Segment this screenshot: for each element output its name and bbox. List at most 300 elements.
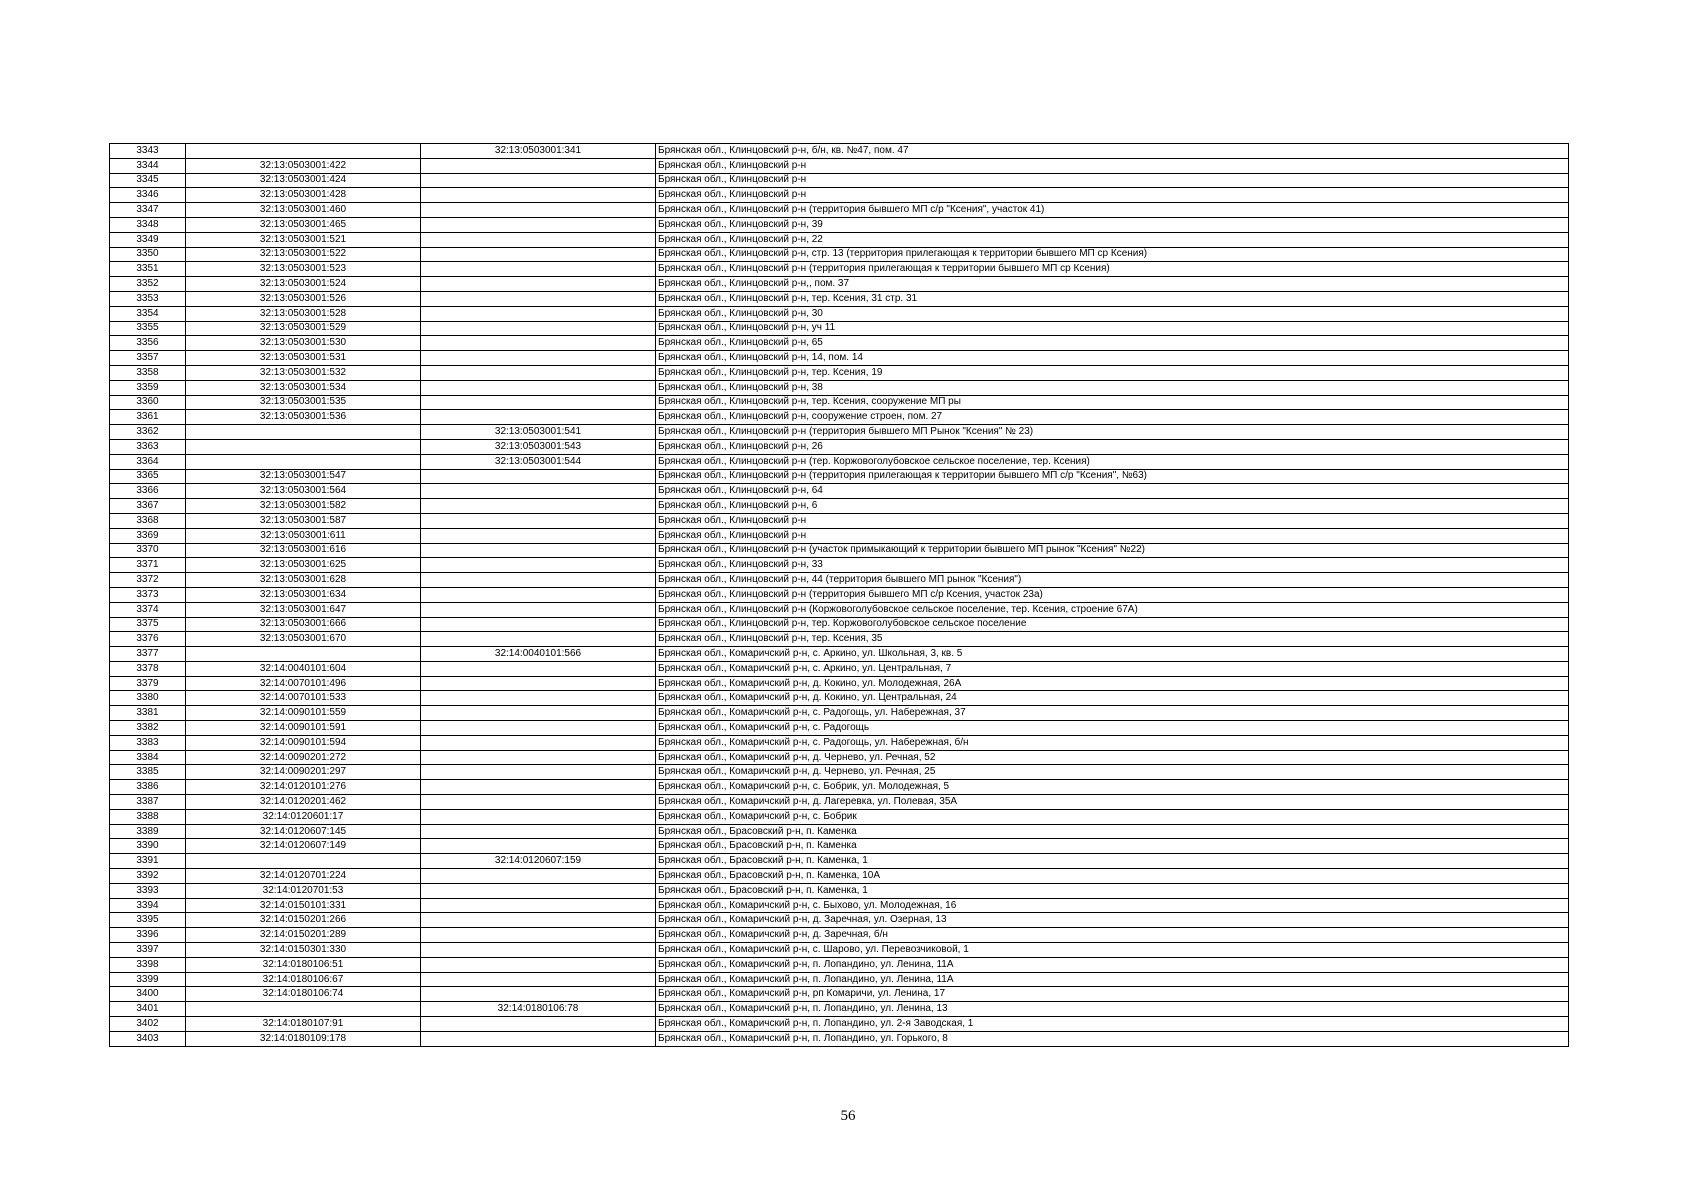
parent-cadastral-number-cell: 32:13:0503001:541 <box>421 425 656 440</box>
row-number-cell: 3350 <box>110 247 186 262</box>
cadastral-number-cell: 32:13:0503001:422 <box>186 158 421 173</box>
table-row <box>110 854 1569 869</box>
address-cell: Брянская обл., Клинцовский р-н (территория бывшего МП Рынок "Ксения" № 23) <box>656 425 1569 440</box>
address-cell: Брянская обл., Клинцовский р-н (территория прилегающая к территории бывшего МП ср Ксения) <box>656 262 1569 277</box>
row-number-cell: 3395 <box>110 913 186 928</box>
table-row <box>110 913 1569 928</box>
row-number-cell: 3387 <box>110 795 186 810</box>
parent-cadastral-number-cell <box>421 809 656 824</box>
table-row <box>110 587 1569 602</box>
table-row <box>110 262 1569 277</box>
parent-cadastral-number-cell <box>421 706 656 721</box>
cadastral-number-cell: 32:14:0150301:330 <box>186 943 421 958</box>
cadastral-number-cell: 32:13:0503001:528 <box>186 306 421 321</box>
cadastral-number-cell: 32:13:0503001:529 <box>186 321 421 336</box>
row-number-cell: 3399 <box>110 972 186 987</box>
cadastral-number-cell: 32:13:0503001:547 <box>186 469 421 484</box>
address-cell: Брянская обл., Клинцовский р-н, 44 (территория бывшего МП рынок "Ксения") <box>656 573 1569 588</box>
parent-cadastral-number-cell <box>421 558 656 573</box>
table-row <box>110 706 1569 721</box>
address-cell: Брянская обл., Комаричский р-н, п. Лопандино, ул. Горького, 8 <box>656 1031 1569 1046</box>
table-row <box>110 558 1569 573</box>
row-number-cell: 3370 <box>110 543 186 558</box>
table-row <box>110 647 1569 662</box>
table-row <box>110 247 1569 262</box>
table-row <box>110 1002 1569 1017</box>
address-cell: Брянская обл., Брасовский р-н, п. Каменка <box>656 839 1569 854</box>
parent-cadastral-number-cell <box>421 277 656 292</box>
row-number-cell: 3351 <box>110 262 186 277</box>
parent-cadastral-number-cell <box>421 158 656 173</box>
address-cell: Брянская обл., Клинцовский р-н (территория прилегающая к территории бывшего МП с/р "Ксения", №63) <box>656 469 1569 484</box>
row-number-cell: 3376 <box>110 632 186 647</box>
row-number-cell: 3347 <box>110 203 186 218</box>
cadastral-number-cell <box>186 425 421 440</box>
address-cell: Брянская обл., Клинцовский р-н, тер. Ксения, 35 <box>656 632 1569 647</box>
row-number-cell: 3356 <box>110 336 186 351</box>
address-cell: Брянская обл., Комаричский р-н, д. Чернево, ул. Речная, 52 <box>656 750 1569 765</box>
parent-cadastral-number-cell <box>421 824 656 839</box>
parent-cadastral-number-cell: 32:13:0503001:543 <box>421 439 656 454</box>
cadastral-number-cell: 32:14:0090101:594 <box>186 735 421 750</box>
cadastral-number-cell <box>186 854 421 869</box>
cadastral-number-cell: 32:14:0150201:266 <box>186 913 421 928</box>
cadastral-number-cell <box>186 439 421 454</box>
row-number-cell: 3349 <box>110 232 186 247</box>
cadastral-number-cell: 32:13:0503001:634 <box>186 587 421 602</box>
parent-cadastral-number-cell <box>421 365 656 380</box>
cadastral-number-cell: 32:14:0120607:145 <box>186 824 421 839</box>
cadastral-number-cell: 32:13:0503001:424 <box>186 173 421 188</box>
table-row <box>110 439 1569 454</box>
cadastral-number-cell: 32:13:0503001:522 <box>186 247 421 262</box>
row-number-cell: 3365 <box>110 469 186 484</box>
row-number-cell: 3369 <box>110 528 186 543</box>
parent-cadastral-number-cell <box>421 972 656 987</box>
address-cell: Брянская обл., Брасовский р-н, п. Каменка <box>656 824 1569 839</box>
address-cell: Брянская обл., Комаричский р-н, д. Кокино, ул. Центральная, 24 <box>656 691 1569 706</box>
address-cell: Брянская обл., Клинцовский р-н <box>656 158 1569 173</box>
address-cell: Брянская обл., Комаричский р-н, с. Шарово, ул. Перевозчиковой, 1 <box>656 943 1569 958</box>
row-number-cell: 3382 <box>110 721 186 736</box>
row-number-cell: 3379 <box>110 676 186 691</box>
parent-cadastral-number-cell <box>421 735 656 750</box>
table-row <box>110 898 1569 913</box>
row-number-cell: 3353 <box>110 291 186 306</box>
table-row <box>110 943 1569 958</box>
address-cell: Брянская обл., Комаричский р-н, п. Лопандино, ул. Ленина, 13 <box>656 1002 1569 1017</box>
parent-cadastral-number-cell <box>421 173 656 188</box>
parent-cadastral-number-cell: 32:13:0503001:341 <box>421 144 656 159</box>
table-row <box>110 321 1569 336</box>
address-cell: Брянская обл., Комаричский р-н, с. Аркино, ул. Школьная, 3, кв. 5 <box>656 647 1569 662</box>
table-row <box>110 351 1569 366</box>
row-number-cell: 3363 <box>110 439 186 454</box>
row-number-cell: 3354 <box>110 306 186 321</box>
parent-cadastral-number-cell <box>421 691 656 706</box>
row-number-cell: 3381 <box>110 706 186 721</box>
table-row <box>110 336 1569 351</box>
address-cell: Брянская обл., Комаричский р-н, с. Аркино, ул. Центральная, 7 <box>656 661 1569 676</box>
cadastral-number-cell: 32:13:0503001:616 <box>186 543 421 558</box>
parent-cadastral-number-cell: 32:14:0180106:78 <box>421 1002 656 1017</box>
cadastral-number-cell: 32:14:0180106:74 <box>186 987 421 1002</box>
cadastral-number-cell: 32:14:0120101:276 <box>186 780 421 795</box>
cadastral-number-cell: 32:13:0503001:526 <box>186 291 421 306</box>
address-cell: Брянская обл., Клинцовский р-н, 39 <box>656 217 1569 232</box>
row-number-cell: 3375 <box>110 617 186 632</box>
table-row <box>110 528 1569 543</box>
page-number: 56 <box>840 1108 856 1124</box>
row-number-cell: 3360 <box>110 395 186 410</box>
table-row <box>110 543 1569 558</box>
cadastral-number-cell: 32:14:0150101:331 <box>186 898 421 913</box>
cadastral-number-cell: 32:13:0503001:647 <box>186 602 421 617</box>
table-row <box>110 173 1569 188</box>
address-cell: Брянская обл., Клинцовский р-н, тер. Ксения, сооружение МП ры <box>656 395 1569 410</box>
table-row <box>110 765 1569 780</box>
row-number-cell: 3390 <box>110 839 186 854</box>
cadastral-number-cell: 32:14:0090201:272 <box>186 750 421 765</box>
address-cell: Брянская обл., Клинцовский р-н, сооружение строен, пом. 27 <box>656 410 1569 425</box>
parent-cadastral-number-cell: 32:14:0040101:566 <box>421 647 656 662</box>
cadastral-number-cell: 32:13:0503001:530 <box>186 336 421 351</box>
address-cell: Брянская обл., Клинцовский р-н, 65 <box>656 336 1569 351</box>
cadastral-number-cell: 32:14:0040101:604 <box>186 661 421 676</box>
address-cell: Брянская обл., Клинцовский р-н, 6 <box>656 499 1569 514</box>
row-number-cell: 3403 <box>110 1031 186 1046</box>
table-row <box>110 632 1569 647</box>
row-number-cell: 3374 <box>110 602 186 617</box>
address-cell: Брянская обл., Комаричский р-н, с. Бобрик <box>656 809 1569 824</box>
address-cell: Брянская обл., Комаричский р-н, д. Лагеревка, ул. Полевая, 35А <box>656 795 1569 810</box>
parent-cadastral-number-cell <box>421 1017 656 1032</box>
table-row <box>110 676 1569 691</box>
table-row <box>110 869 1569 884</box>
table-row <box>110 661 1569 676</box>
table-row <box>110 232 1569 247</box>
address-cell: Брянская обл., Комаричский р-н, п. Лопандино, ул. Ленина, 11А <box>656 972 1569 987</box>
parent-cadastral-number-cell <box>421 750 656 765</box>
address-cell: Брянская обл., Клинцовский р-н (тер. Коржовоголубовское сельское поселение, тер. Ксения) <box>656 454 1569 469</box>
table-row <box>110 839 1569 854</box>
table-row <box>110 795 1569 810</box>
cadastral-number-cell: 32:14:0120607:149 <box>186 839 421 854</box>
parent-cadastral-number-cell <box>421 780 656 795</box>
registry-table-body <box>110 144 1569 1047</box>
row-number-cell: 3362 <box>110 425 186 440</box>
row-number-cell: 3388 <box>110 809 186 824</box>
cadastral-number-cell: 32:14:0120201:462 <box>186 795 421 810</box>
table-row <box>110 691 1569 706</box>
parent-cadastral-number-cell <box>421 543 656 558</box>
cadastral-number-cell: 32:14:0180106:67 <box>186 972 421 987</box>
table-row <box>110 987 1569 1002</box>
address-cell: Брянская обл., Комаричский р-н, с. Бобрик, ул. Молодежная, 5 <box>656 780 1569 795</box>
row-number-cell: 3383 <box>110 735 186 750</box>
row-number-cell: 3393 <box>110 883 186 898</box>
parent-cadastral-number-cell <box>421 513 656 528</box>
parent-cadastral-number-cell <box>421 957 656 972</box>
row-number-cell: 3361 <box>110 410 186 425</box>
cadastral-number-cell: 32:14:0150201:289 <box>186 928 421 943</box>
table-row <box>110 1031 1569 1046</box>
row-number-cell: 3344 <box>110 158 186 173</box>
table-row <box>110 380 1569 395</box>
parent-cadastral-number-cell <box>421 306 656 321</box>
cadastral-number-cell: 32:13:0503001:582 <box>186 499 421 514</box>
row-number-cell: 3397 <box>110 943 186 958</box>
parent-cadastral-number-cell <box>421 291 656 306</box>
row-number-cell: 3366 <box>110 484 186 499</box>
table-row <box>110 750 1569 765</box>
address-cell: Брянская обл., Комаричский р-н, с. Радогощь, ул. Набережная, б/н <box>656 735 1569 750</box>
cadastral-number-cell: 32:14:0120601:17 <box>186 809 421 824</box>
cadastral-number-cell: 32:14:0090201:297 <box>186 765 421 780</box>
table-row <box>110 217 1569 232</box>
parent-cadastral-number-cell <box>421 262 656 277</box>
cadastral-number-cell: 32:13:0503001:628 <box>186 573 421 588</box>
parent-cadastral-number-cell <box>421 528 656 543</box>
parent-cadastral-number-cell <box>421 617 656 632</box>
parent-cadastral-number-cell: 32:13:0503001:544 <box>421 454 656 469</box>
cadastral-number-cell: 32:14:0070101:496 <box>186 676 421 691</box>
table-row <box>110 735 1569 750</box>
table-row <box>110 395 1569 410</box>
cadastral-number-cell: 32:14:0090101:591 <box>186 721 421 736</box>
address-cell: Брянская обл., Брасовский р-н, п. Каменка, 10А <box>656 869 1569 884</box>
row-number-cell: 3346 <box>110 188 186 203</box>
parent-cadastral-number-cell <box>421 602 656 617</box>
parent-cadastral-number-cell <box>421 898 656 913</box>
cadastral-number-cell: 32:13:0503001:670 <box>186 632 421 647</box>
address-cell: Брянская обл., Клинцовский р-н (территория бывшего МП с/р Ксения, участок 23а) <box>656 587 1569 602</box>
table-row <box>110 957 1569 972</box>
table-row <box>110 454 1569 469</box>
parent-cadastral-number-cell <box>421 410 656 425</box>
table-row <box>110 365 1569 380</box>
table-row <box>110 188 1569 203</box>
address-cell: Брянская обл., Комаричский р-н, д. Кокино, ул. Молодежная, 26А <box>656 676 1569 691</box>
table-row <box>110 573 1569 588</box>
table-row <box>110 721 1569 736</box>
table-row <box>110 617 1569 632</box>
cadastral-number-cell <box>186 647 421 662</box>
cadastral-number-cell: 32:13:0503001:465 <box>186 217 421 232</box>
cadastral-number-cell <box>186 1002 421 1017</box>
table-row <box>110 203 1569 218</box>
address-cell: Брянская обл., Комаричский р-н, с. Быхово, ул. Молодежная, 16 <box>656 898 1569 913</box>
row-number-cell: 3358 <box>110 365 186 380</box>
table-row <box>110 144 1569 159</box>
table-row <box>110 291 1569 306</box>
address-cell: Брянская обл., Клинцовский р-н, 30 <box>656 306 1569 321</box>
row-number-cell: 3352 <box>110 277 186 292</box>
parent-cadastral-number-cell <box>421 247 656 262</box>
parent-cadastral-number-cell <box>421 1031 656 1046</box>
parent-cadastral-number-cell <box>421 928 656 943</box>
row-number-cell: 3357 <box>110 351 186 366</box>
address-cell: Брянская обл., Комаричский р-н, п. Лопандино, ул. 2-я Заводская, 1 <box>656 1017 1569 1032</box>
address-cell: Брянская обл., Клинцовский р-н, 26 <box>656 439 1569 454</box>
row-number-cell: 3396 <box>110 928 186 943</box>
table-row <box>110 469 1569 484</box>
parent-cadastral-number-cell <box>421 676 656 691</box>
row-number-cell: 3401 <box>110 1002 186 1017</box>
cadastral-number-cell: 32:14:0120701:224 <box>186 869 421 884</box>
address-cell: Брянская обл., Клинцовский р-н (Коржовоголубовское сельское поселение, тер. Ксения, строение 67А) <box>656 602 1569 617</box>
table-row <box>110 158 1569 173</box>
row-number-cell: 3345 <box>110 173 186 188</box>
address-cell: Брянская обл., Клинцовский р-н, 22 <box>656 232 1569 247</box>
cadastral-number-cell: 32:14:0180107:91 <box>186 1017 421 1032</box>
row-number-cell: 3372 <box>110 573 186 588</box>
cadastral-number-cell: 32:13:0503001:521 <box>186 232 421 247</box>
cadastral-number-cell: 32:14:0070101:533 <box>186 691 421 706</box>
parent-cadastral-number-cell <box>421 395 656 410</box>
parent-cadastral-number-cell <box>421 987 656 1002</box>
address-cell: Брянская обл., Клинцовский р-н (участок примыкающий к территории бывшего МП рынок "Ксения" №22) <box>656 543 1569 558</box>
row-number-cell: 3384 <box>110 750 186 765</box>
address-cell: Брянская обл., Брасовский р-н, п. Каменка, 1 <box>656 854 1569 869</box>
table-row <box>110 277 1569 292</box>
address-cell: Брянская обл., Клинцовский р-н (территория бывшего МП с/р "Ксения", участок 41) <box>656 203 1569 218</box>
parent-cadastral-number-cell <box>421 380 656 395</box>
cadastral-number-cell: 32:13:0503001:531 <box>186 351 421 366</box>
parent-cadastral-number-cell <box>421 336 656 351</box>
parent-cadastral-number-cell <box>421 573 656 588</box>
address-cell: Брянская обл., Клинцовский р-н, тер. Ксения, 31 стр. 31 <box>656 291 1569 306</box>
row-number-cell: 3400 <box>110 987 186 1002</box>
table-row <box>110 883 1569 898</box>
row-number-cell: 3380 <box>110 691 186 706</box>
cadastral-number-cell: 32:14:0180109:178 <box>186 1031 421 1046</box>
row-number-cell: 3398 <box>110 957 186 972</box>
address-cell: Брянская обл., Комаричский р-н, п. Лопандино, ул. Ленина, 11А <box>656 957 1569 972</box>
parent-cadastral-number-cell <box>421 869 656 884</box>
address-cell: Брянская обл., Клинцовский р-н <box>656 528 1569 543</box>
address-cell: Брянская обл., Клинцовский р-н, уч 11 <box>656 321 1569 336</box>
row-number-cell: 3343 <box>110 144 186 159</box>
parent-cadastral-number-cell <box>421 203 656 218</box>
cadastral-number-cell: 32:14:0120701:53 <box>186 883 421 898</box>
cadastral-number-cell: 32:13:0503001:564 <box>186 484 421 499</box>
address-cell: Брянская обл., Клинцовский р-н,, пом. 37 <box>656 277 1569 292</box>
row-number-cell: 3364 <box>110 454 186 469</box>
address-cell: Брянская обл., Клинцовский р-н <box>656 513 1569 528</box>
parent-cadastral-number-cell <box>421 913 656 928</box>
parent-cadastral-number-cell <box>421 632 656 647</box>
row-number-cell: 3392 <box>110 869 186 884</box>
address-cell: Брянская обл., Комаричский р-н, д. Заречная, ул. Озерная, 13 <box>656 913 1569 928</box>
cadastral-number-cell: 32:13:0503001:523 <box>186 262 421 277</box>
row-number-cell: 3377 <box>110 647 186 662</box>
row-number-cell: 3391 <box>110 854 186 869</box>
parent-cadastral-number-cell <box>421 883 656 898</box>
address-cell: Брянская обл., Клинцовский р-н <box>656 188 1569 203</box>
table-row <box>110 306 1569 321</box>
table-row <box>110 602 1569 617</box>
cadastral-number-cell: 32:13:0503001:428 <box>186 188 421 203</box>
cadastral-number-cell: 32:13:0503001:666 <box>186 617 421 632</box>
address-cell: Брянская обл., Комаричский р-н, д. Чернево, ул. Речная, 25 <box>656 765 1569 780</box>
address-cell: Брянская обл., Комаричский р-н, с. Радогощь <box>656 721 1569 736</box>
table-row <box>110 425 1569 440</box>
row-number-cell: 3359 <box>110 380 186 395</box>
row-number-cell: 3378 <box>110 661 186 676</box>
cadastral-number-cell: 32:14:0090101:559 <box>186 706 421 721</box>
row-number-cell: 3386 <box>110 780 186 795</box>
cadastral-number-cell: 32:13:0503001:535 <box>186 395 421 410</box>
parent-cadastral-number-cell <box>421 469 656 484</box>
address-cell: Брянская обл., Клинцовский р-н, тер. Коржовоголубовское сельское поселение <box>656 617 1569 632</box>
address-cell: Брянская обл., Клинцовский р-н, 33 <box>656 558 1569 573</box>
parent-cadastral-number-cell <box>421 188 656 203</box>
row-number-cell: 3402 <box>110 1017 186 1032</box>
parent-cadastral-number-cell <box>421 661 656 676</box>
row-number-cell: 3371 <box>110 558 186 573</box>
parent-cadastral-number-cell <box>421 765 656 780</box>
registry-table <box>109 143 1569 1047</box>
parent-cadastral-number-cell <box>421 499 656 514</box>
row-number-cell: 3385 <box>110 765 186 780</box>
table-row <box>110 780 1569 795</box>
cadastral-number-cell: 32:13:0503001:611 <box>186 528 421 543</box>
table-row <box>110 484 1569 499</box>
address-cell: Брянская обл., Клинцовский р-н <box>656 173 1569 188</box>
parent-cadastral-number-cell <box>421 232 656 247</box>
cadastral-number-cell: 32:13:0503001:587 <box>186 513 421 528</box>
cadastral-number-cell <box>186 144 421 159</box>
table-row <box>110 972 1569 987</box>
parent-cadastral-number-cell <box>421 943 656 958</box>
address-cell: Брянская обл., Клинцовский р-н, б/н, кв. №47, пом. 47 <box>656 144 1569 159</box>
address-cell: Брянская обл., Комаричский р-н, с. Радогощь, ул. Набережная, 37 <box>656 706 1569 721</box>
cadastral-number-cell: 32:13:0503001:460 <box>186 203 421 218</box>
cadastral-number-cell: 32:13:0503001:536 <box>186 410 421 425</box>
row-number-cell: 3348 <box>110 217 186 232</box>
cadastral-number-cell: 32:13:0503001:625 <box>186 558 421 573</box>
table-row <box>110 824 1569 839</box>
table-row <box>110 928 1569 943</box>
cadastral-number-cell: 32:13:0503001:534 <box>186 380 421 395</box>
row-number-cell: 3368 <box>110 513 186 528</box>
row-number-cell: 3367 <box>110 499 186 514</box>
parent-cadastral-number-cell <box>421 587 656 602</box>
parent-cadastral-number-cell: 32:14:0120607:159 <box>421 854 656 869</box>
table-row <box>110 809 1569 824</box>
table-row <box>110 499 1569 514</box>
parent-cadastral-number-cell <box>421 795 656 810</box>
cadastral-number-cell <box>186 454 421 469</box>
cadastral-number-cell: 32:13:0503001:532 <box>186 365 421 380</box>
parent-cadastral-number-cell <box>421 351 656 366</box>
address-cell: Брянская обл., Комаричский р-н, рп Комаричи, ул. Ленина, 17 <box>656 987 1569 1002</box>
address-cell: Брянская обл., Клинцовский р-н, тер. Ксения, 19 <box>656 365 1569 380</box>
row-number-cell: 3394 <box>110 898 186 913</box>
address-cell: Брянская обл., Комаричский р-н, д. Заречная, б/н <box>656 928 1569 943</box>
row-number-cell: 3355 <box>110 321 186 336</box>
table-row <box>110 513 1569 528</box>
address-cell: Брянская обл., Клинцовский р-н, 38 <box>656 380 1569 395</box>
address-cell: Брянская обл., Брасовский р-н, п. Каменка, 1 <box>656 883 1569 898</box>
cadastral-number-cell: 32:14:0180106:51 <box>186 957 421 972</box>
address-cell: Брянская обл., Клинцовский р-н, стр. 13 (территория прилегающая к территории бывшего МП ср Ксения) <box>656 247 1569 262</box>
parent-cadastral-number-cell <box>421 484 656 499</box>
parent-cadastral-number-cell <box>421 721 656 736</box>
address-cell: Брянская обл., Клинцовский р-н, 14, пом. 14 <box>656 351 1569 366</box>
address-cell: Брянская обл., Клинцовский р-н, 64 <box>656 484 1569 499</box>
